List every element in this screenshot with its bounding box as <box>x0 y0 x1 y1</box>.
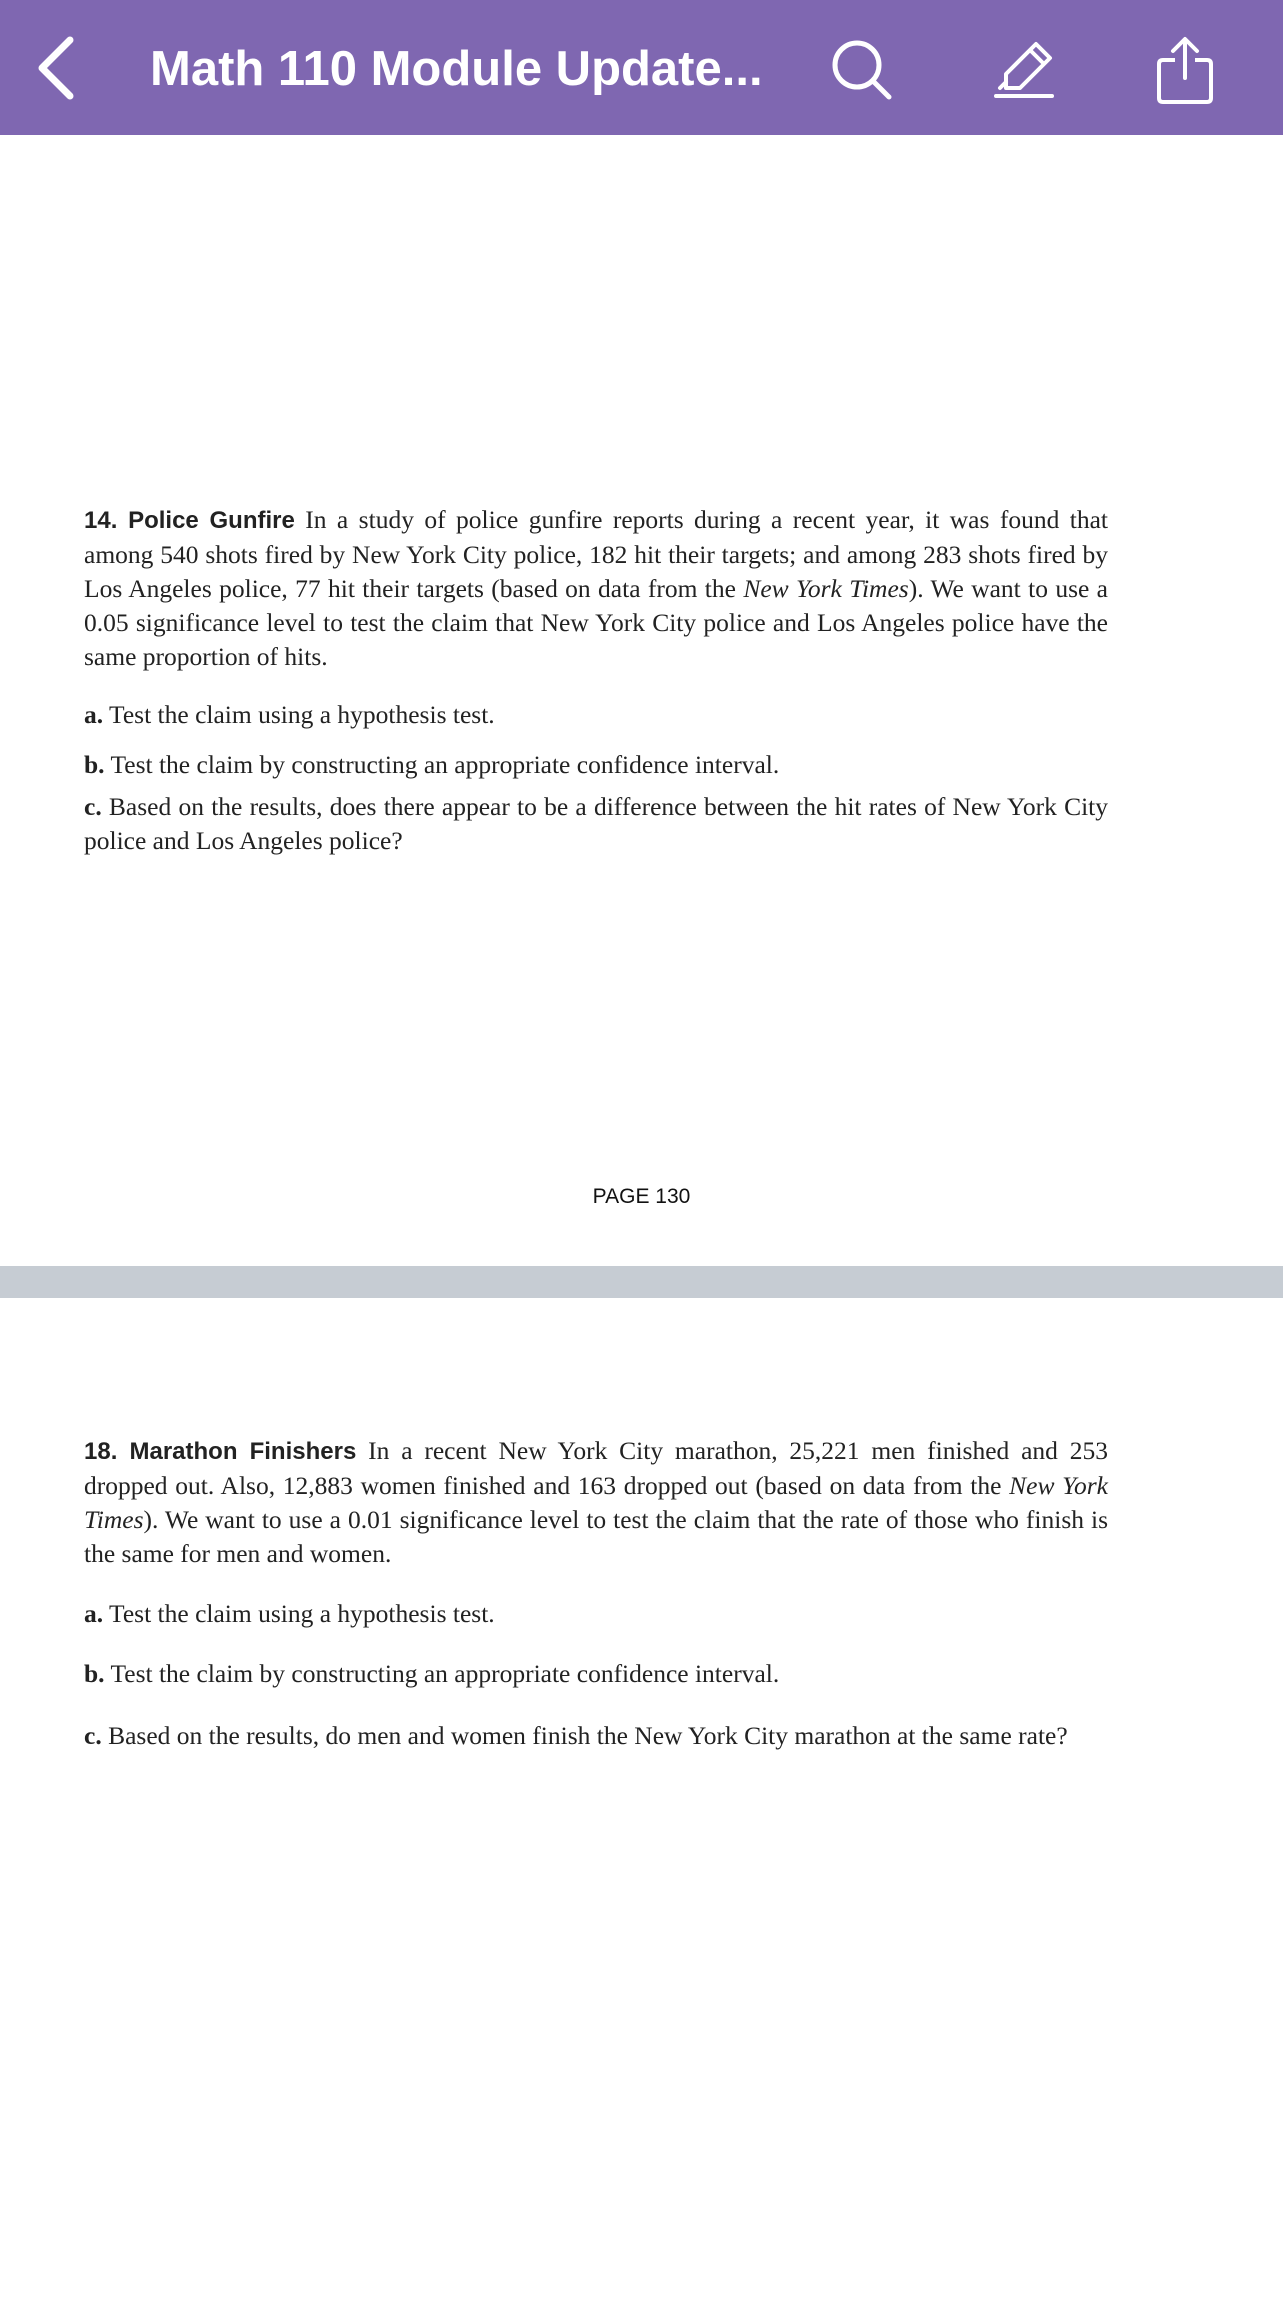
back-button[interactable] <box>28 30 84 106</box>
problem-text-end: ). We want to use a 0.01 significance level to test the claim that the rate of those who finish is the same for men and women. <box>84 1505 1108 1568</box>
problem-statement <box>84 503 1108 674</box>
problem-part-c: c. Based on the results, does there appear to be a difference between the hit rates of New York City police and Los Angeles police? <box>84 792 1108 855</box>
page-number-label: PAGE 130 <box>592 1185 691 1208</box>
page-separator <box>0 1266 1283 1298</box>
problem-title: 18. Marathon Finishers <box>84 1438 357 1465</box>
document-page-2 <box>0 1298 1283 2299</box>
source-title: New York Times <box>743 574 909 603</box>
share-button[interactable] <box>1145 30 1225 110</box>
highlighter-icon <box>992 38 1056 102</box>
problem-part-c: c. Based on the results, do men and women finish the New York City marathon at the same rate? <box>84 1721 1068 1750</box>
problem-part-a: a. Test the claim using a hypothesis test. <box>84 700 495 729</box>
share-icon <box>1153 34 1217 106</box>
problem-part-b: b. Test the claim by constructing an appropriate confidence interval. <box>84 750 780 779</box>
search-icon <box>829 37 895 103</box>
document-page-1 <box>0 135 1283 1266</box>
problem-14 <box>84 503 1108 858</box>
problem-18 <box>84 1434 1108 1753</box>
chevron-left-icon <box>36 36 76 100</box>
annotate-button[interactable] <box>984 30 1064 110</box>
problem-text: In a study of police gunfire reports during a recent year, it was found that among 540 shots fired by New York City police, 182 hit their targets; and among 283 shots fired by Los Angeles police, 77 hit their targets (based on data from the <box>84 505 1109 603</box>
problem-part-b: b. Test the claim by constructing an appropriate confidence interval. <box>84 1659 780 1688</box>
problem-statement <box>84 1434 1108 1571</box>
problem-part-a: a. Test the claim using a hypothesis test. <box>84 1599 495 1628</box>
document-title: Math 110 Module Update... <box>150 42 763 96</box>
top-toolbar <box>0 0 1283 135</box>
search-button[interactable] <box>822 30 902 110</box>
problem-text: In a recent New York City marathon, 25,221 men finished and 253 dropped out. Also, 12,883 women finished and 163 dropped out (based on data from the <box>84 1436 1108 1500</box>
problem-text-end: ). We want to use a 0.05 significance level to test the claim that New York City police and Los Angeles police have the same proportion of hits. <box>84 574 1108 671</box>
source-title: New York Times <box>84 1471 1109 1534</box>
problem-title: 14. Police Gunfire <box>84 507 295 534</box>
